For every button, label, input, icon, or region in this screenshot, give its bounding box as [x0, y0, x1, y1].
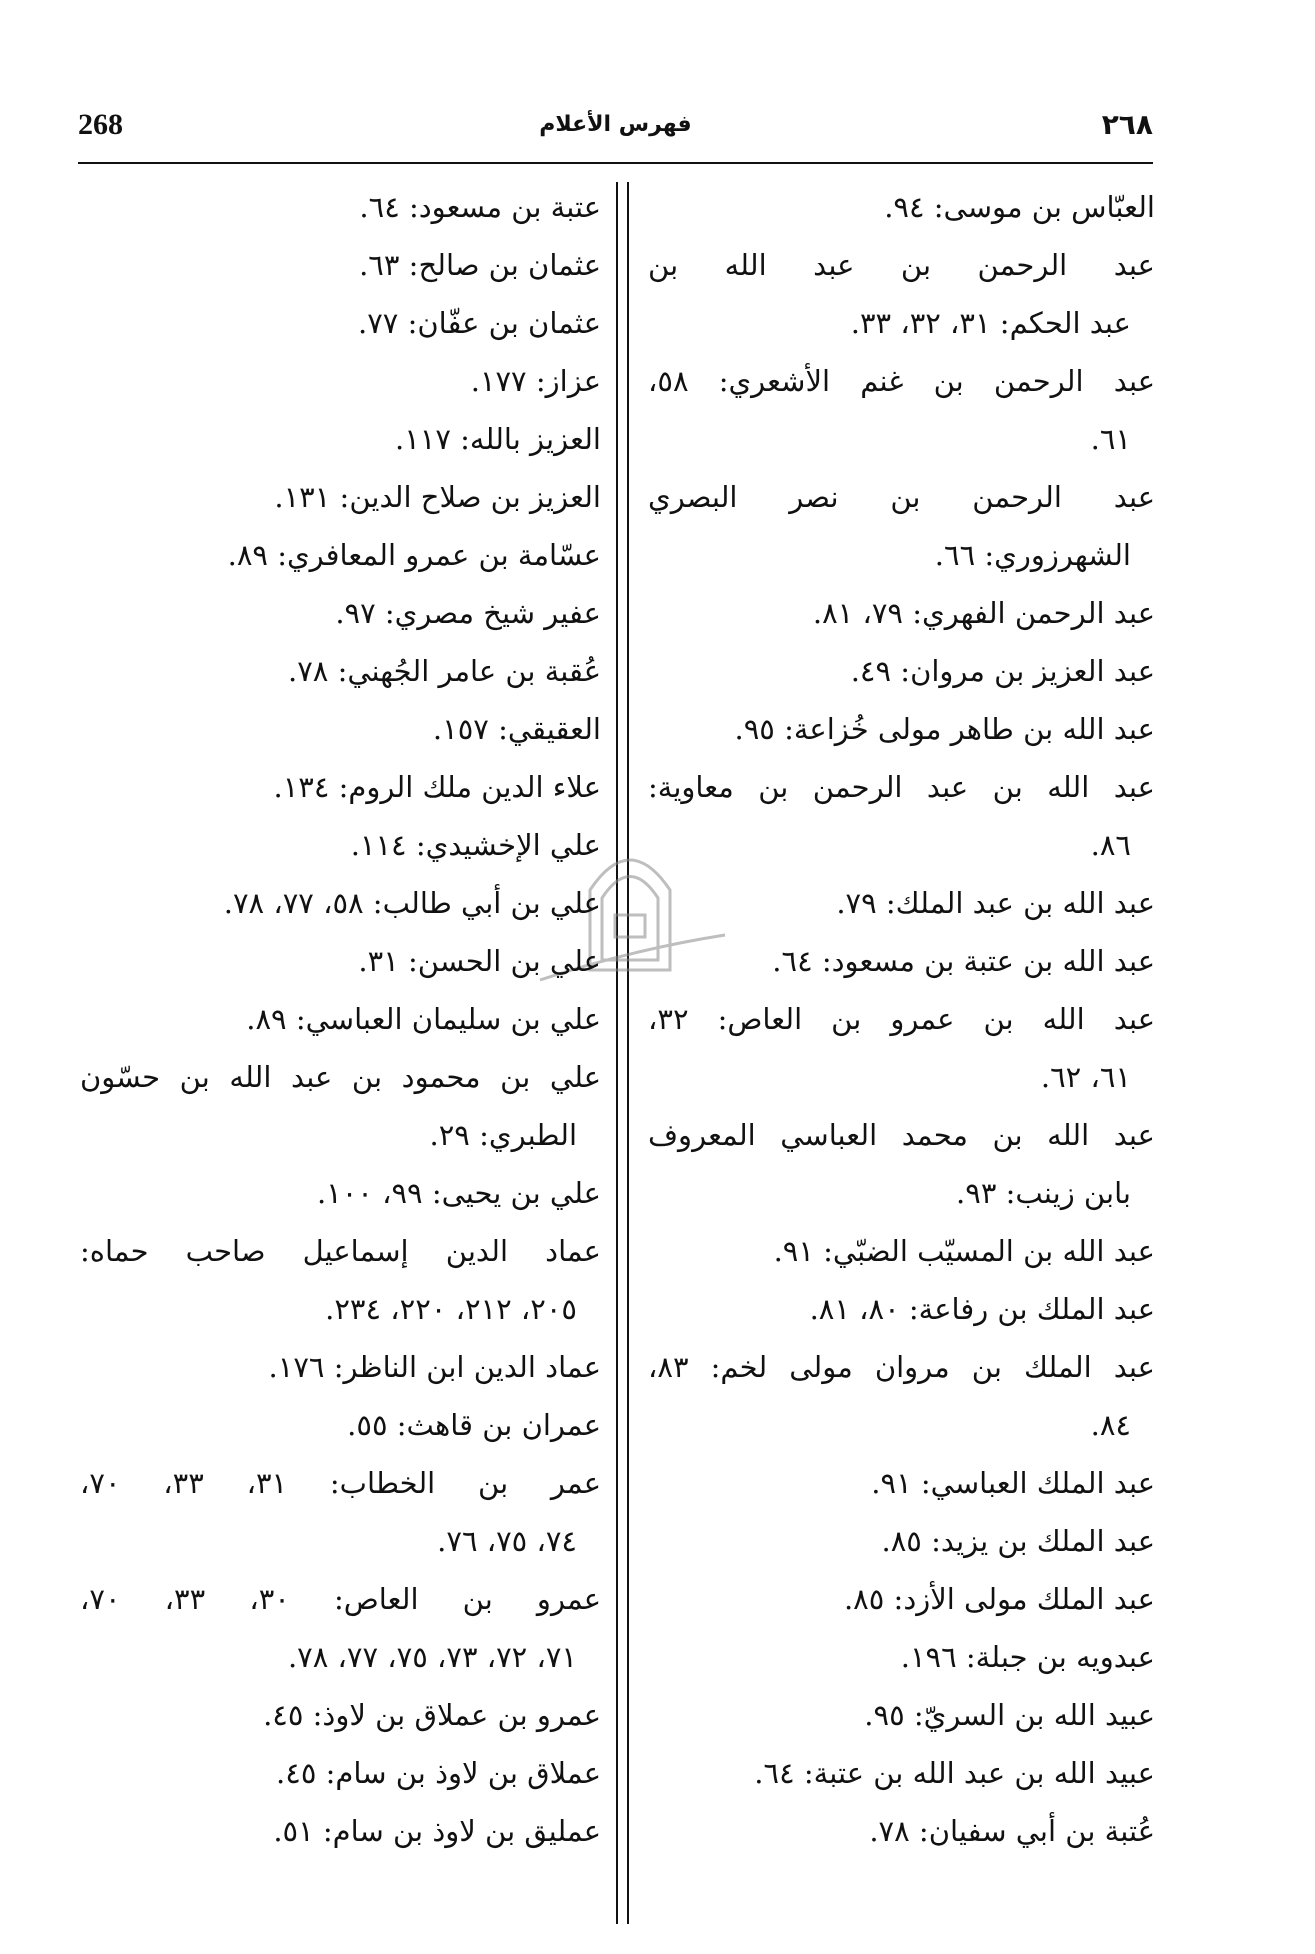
index-entry: العبّاس بن موسى: ٩٤. [884, 190, 1155, 224]
index-entry: عبد الملك بن رفاعة: ٨٠، ٨١. [809, 1292, 1155, 1326]
index-entry-line: عمر بن الخطاب: ٣١، ٣٣، ٧٠، [80, 1466, 601, 1500]
index-entry-continuation: ٧١، ٧٢، ٧٣، ٧٥، ٧٧، ٧٨. [287, 1640, 577, 1674]
index-entry-line: عبد الرحمن بن نصر البصري [648, 480, 1155, 514]
index-entry: عزاز: ١٧٧. [470, 364, 601, 398]
index-column-left [80, 178, 601, 1860]
index-entry-continuation: الطبري: ٢٩. [429, 1118, 577, 1152]
index-entry-line: عماد الدين إسماعيل صاحب حماه: [80, 1234, 601, 1268]
index-entry [648, 468, 1155, 584]
index-entry [648, 990, 1155, 1106]
index-entry-line: عبد الله بن محمد العباسي المعروف [648, 1118, 1155, 1152]
index-entry [648, 1106, 1155, 1222]
index-entry: عثمان بن عفّان: ٧٧. [357, 306, 601, 340]
column-divider-left-line [616, 182, 618, 1924]
index-entry: علي بن الحسن: ٣١. [358, 944, 601, 978]
index-entry [80, 1570, 601, 1686]
index-entry-line: عمرو بن العاص: ٣٠، ٣٣، ٧٠، [80, 1582, 602, 1616]
index-entry: العقيقي: ١٥٧. [432, 712, 601, 746]
index-entry-continuation: ٨٦. [1090, 828, 1131, 862]
index-entry-continuation: الشهرزوري: ٦٦. [934, 538, 1131, 572]
index-entry-line: عبد الرحمن بن عبد الله بن [648, 248, 1155, 282]
index-entry: عبيد الله بن السريّ: ٩٥. [864, 1698, 1155, 1732]
index-entry [648, 236, 1155, 352]
index-entry: عمليق بن لاوذ بن سام: ٥١. [273, 1814, 601, 1848]
index-entry [80, 1454, 601, 1570]
index-entry: علي بن سليمان العباسي: ٨٩. [246, 1002, 601, 1036]
index-entry [648, 758, 1155, 874]
running-title: فهرس الأعلام [539, 112, 692, 137]
index-entry: علي بن يحيى: ٩٩، ١٠٠. [316, 1176, 601, 1210]
index-entry: عبيد الله بن عبد الله بن عتبة: ٦٤. [754, 1756, 1155, 1790]
index-entry: عبد الله بن عتبة بن مسعود: ٦٤. [772, 944, 1155, 978]
index-entry: عماد الدين ابن الناظر: ١٧٦. [268, 1350, 601, 1384]
index-entry: عملاق بن لاوذ بن سام: ٤٥. [276, 1756, 601, 1790]
index-entry: عبدويه بن جبلة: ١٩٦. [900, 1640, 1155, 1674]
index-entry: عسّامة بن عمرو المعافري: ٨٩. [227, 538, 601, 572]
index-entry [648, 1338, 1155, 1454]
index-entry: عُتبة بن أبي سفيان: ٧٨. [869, 1814, 1155, 1848]
index-entry: عمرو بن عملاق بن لاوذ: ٤٥. [263, 1698, 601, 1732]
index-entry: عبد الرحمن الفهري: ٧٩، ٨١. [812, 596, 1155, 630]
index-entry: عُقبة بن عامر الجُهني: ٧٨. [287, 654, 601, 688]
index-entry: عبد العزيز بن مروان: ٤٩. [850, 654, 1155, 688]
index-entry-line: علي بن محمود بن عبد الله بن حسّون [80, 1060, 601, 1094]
index-column-right [648, 178, 1155, 1860]
index-entry [80, 1048, 601, 1164]
index-entry: علي بن أبي طالب: ٥٨، ٧٧، ٧٨. [223, 886, 601, 920]
index-entry-line: عبد الملك بن مروان مولى لخم: ٨٣، [648, 1350, 1155, 1384]
page-header [78, 108, 1153, 160]
index-entry: العزيز بالله: ١١٧. [394, 422, 601, 456]
index-entry-continuation: عبد الحكم: ٣١، ٣٢، ٣٣. [850, 306, 1131, 340]
index-entry: عثمان بن صالح: ٦٣. [359, 248, 601, 282]
page-number-latin: 268 [78, 108, 123, 141]
index-entry: عبد الملك مولى الأزد: ٨٥. [843, 1582, 1155, 1616]
index-entry: عبد الله بن عبد الملك: ٧٩. [836, 886, 1155, 920]
page-number-arabic: ٢٦٨ [1101, 108, 1153, 141]
index-entry: علي الإخشيدي: ١١٤. [350, 828, 601, 862]
index-entry: عمران بن قاهث: ٥٥. [347, 1408, 601, 1442]
index-entry: العزيز بن صلاح الدين: ١٣١. [274, 480, 601, 514]
index-entry-line: عبد الله بن عبد الرحمن بن معاوية: [648, 770, 1155, 804]
index-entry: عبد الله بن طاهر مولى خُزاعة: ٩٥. [734, 712, 1155, 746]
index-entry-continuation: ٢٠٥، ٢١٢، ٢٢٠، ٢٣٤. [325, 1292, 577, 1326]
index-entry [648, 352, 1155, 468]
index-entry: عبد الله بن المسيّب الضبّي: ٩١. [773, 1234, 1155, 1268]
column-divider-right-line [627, 182, 629, 1924]
header-rule [78, 162, 1153, 164]
index-entry-continuation: ٨٤. [1090, 1408, 1131, 1442]
index-entry [80, 1222, 601, 1338]
index-entry: علاء الدين ملك الروم: ١٣٤. [273, 770, 601, 804]
index-entry-line: عبد الله بن عمرو بن العاص: ٣٢، [648, 1002, 1155, 1036]
index-entry-continuation: بابن زينب: ٩٣. [956, 1176, 1131, 1210]
index-entry: عفير شيخ مصري: ٩٧. [335, 596, 601, 630]
index-entry-continuation: ٧٤، ٧٥، ٧٦. [437, 1524, 577, 1558]
index-entry: عبد الملك العباسي: ٩١. [871, 1466, 1155, 1500]
index-entry: عتبة بن مسعود: ٦٤. [359, 190, 601, 224]
index-entry-continuation: ٦١، ٦٢. [1040, 1060, 1131, 1094]
index-entry-line: عبد الرحمن بن غنم الأشعري: ٥٨، [648, 364, 1155, 398]
index-entry-continuation: ٦١. [1090, 422, 1131, 456]
index-entry: عبد الملك بن يزيد: ٨٥. [881, 1524, 1155, 1558]
